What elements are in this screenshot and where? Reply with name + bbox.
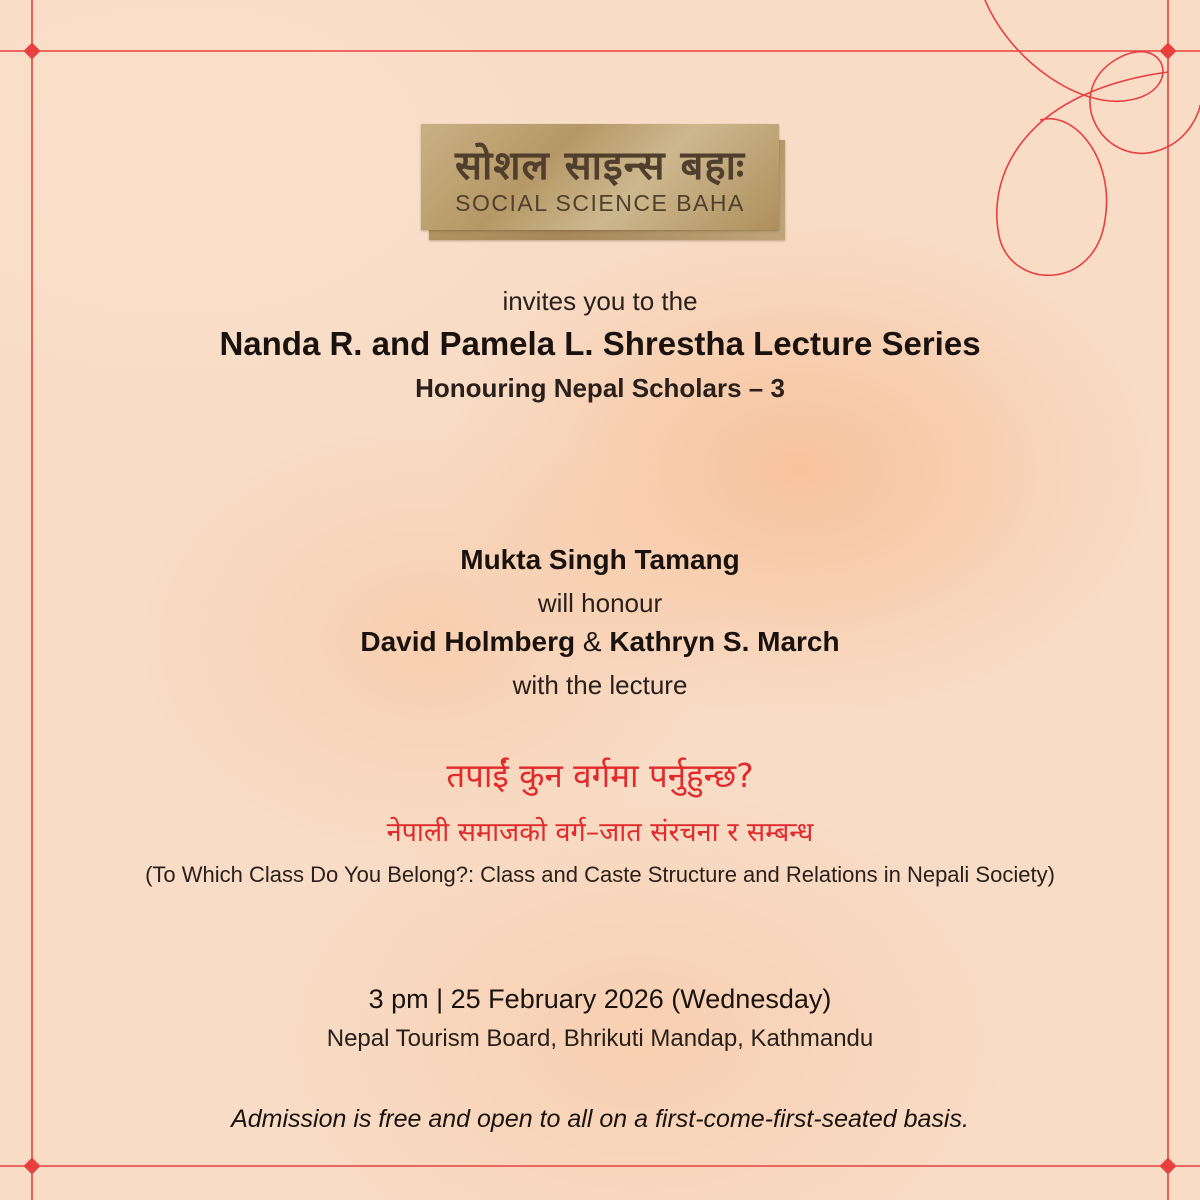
corner-diamond-bottom-left xyxy=(24,1158,41,1175)
honoree-second: Kathryn S. March xyxy=(609,626,840,657)
series-title: Nanda R. and Pamela L. Shrestha Lecture Series xyxy=(219,325,981,362)
event-datetime: 3 pm | 25 February 2026 (Wednesday) xyxy=(368,984,832,1014)
will-honour-text: will honour xyxy=(537,588,663,618)
event-venue: Nepal Tourism Board, Bhrikuti Mandap, Kathmandu xyxy=(326,1025,874,1052)
lecture-subtitle-nepali: नेपाली समाजको वर्ग–जात संरचना र सम्बन्ध xyxy=(386,817,814,848)
admission-note: Admission is free and open to all on a first-come-first-seated basis. xyxy=(231,1105,969,1133)
corner-diamond-bottom-right xyxy=(1160,1158,1177,1175)
series-subtitle: Honouring Nepal Scholars – 3 xyxy=(415,373,785,403)
intro-text: invites you to the xyxy=(502,286,698,316)
social-science-baha-logo xyxy=(421,124,785,242)
lecture-title-english: (To Which Class Do You Belong?: Class and Caste Structure and Relations in Nepali Society) xyxy=(145,862,1055,887)
logo-english-text: SOCIAL SCIENCE BAHA xyxy=(455,190,745,216)
honorees xyxy=(0,626,1200,658)
corner-diamond-top-left xyxy=(24,43,41,60)
with-lecture-text: with the lecture xyxy=(512,670,688,700)
lecture-title-nepali: तपाईं कुन वर्गमा पर्नुहुन्छ? xyxy=(446,756,754,795)
honoree-first: David Holmberg xyxy=(360,626,576,657)
corner-diamond-top-right xyxy=(1160,43,1177,60)
swirl-flourish xyxy=(997,72,1168,275)
honoree-conjunction: & xyxy=(582,626,602,657)
loop-flourish xyxy=(985,0,1200,153)
logo-devanagari-text: सोशल साइन्स बहाः xyxy=(454,142,746,189)
speaker-name: Mukta Singh Tamang xyxy=(460,544,740,575)
